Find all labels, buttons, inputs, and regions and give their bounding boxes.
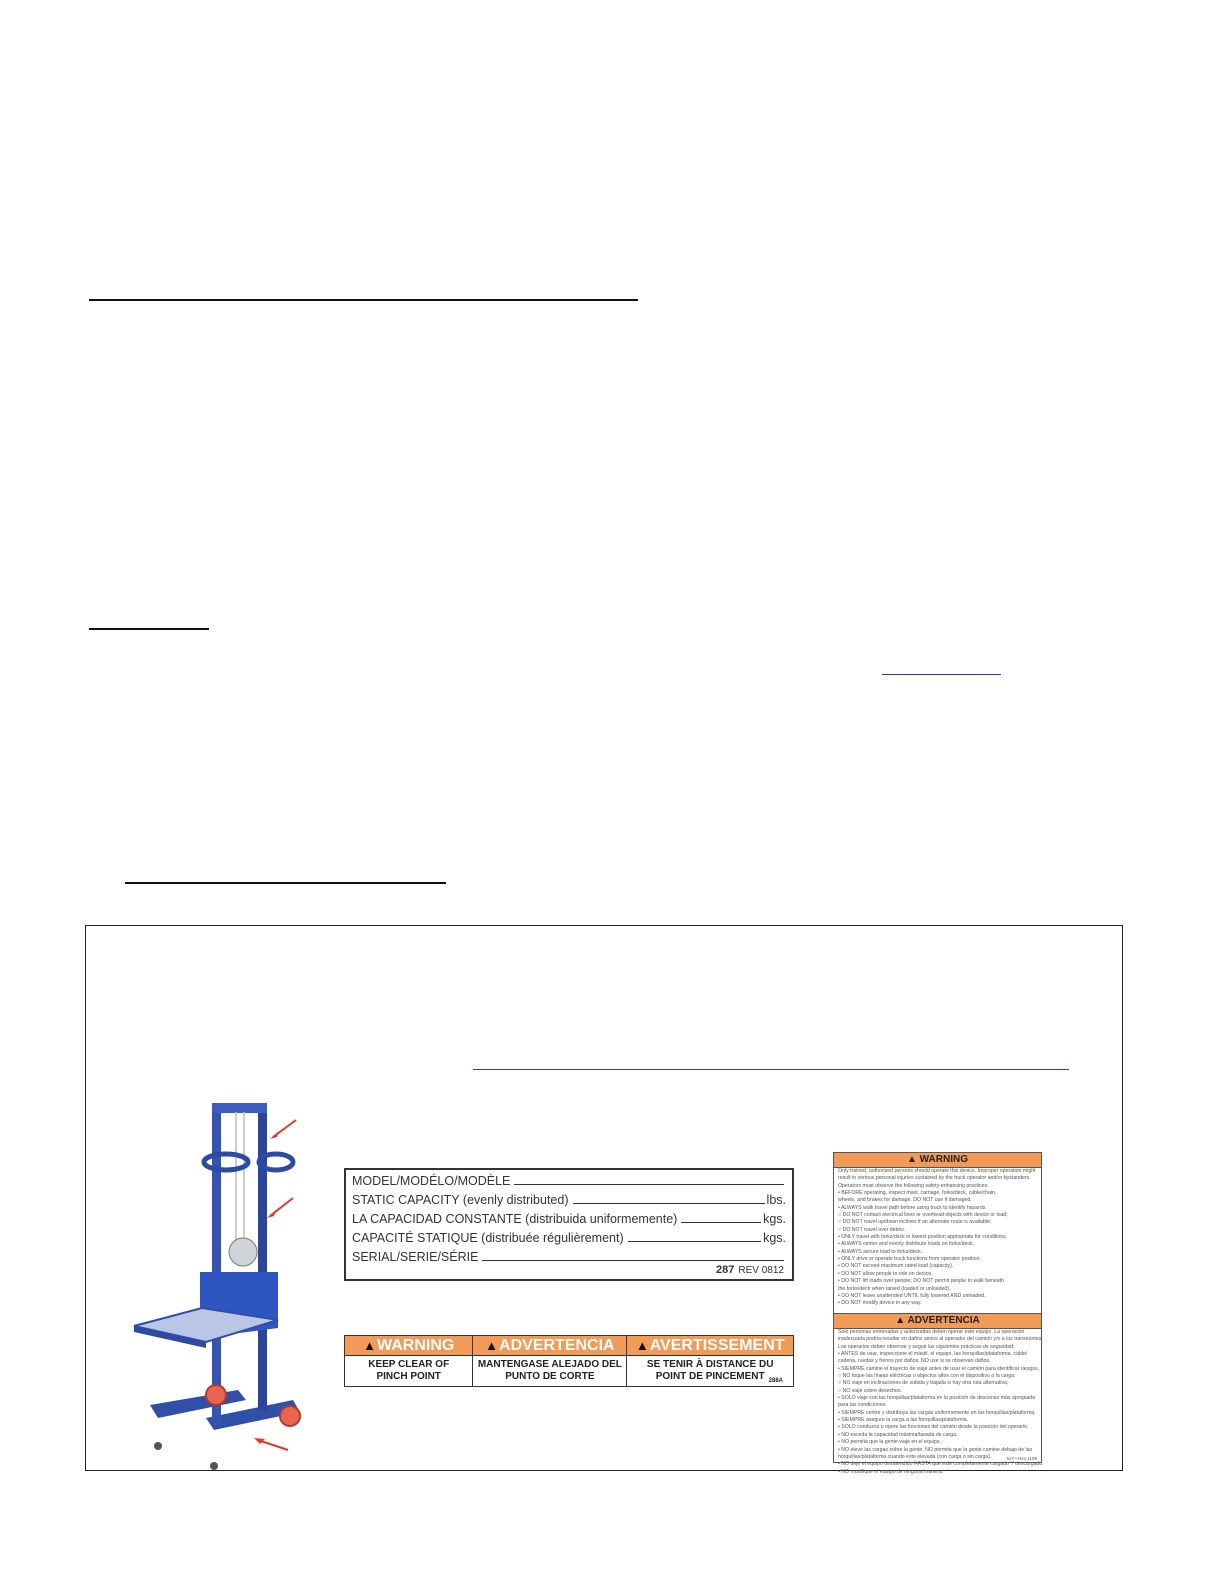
decal-line: • BEFORE operating, inspect mast, carriage, forks/deck, cable/chain, [838,1190,997,1197]
pinch-header: ▲AVERTISSEMENT [627,1336,793,1356]
decal-line: Solo personas entrenadas y autorizadas deben operar este equipo. La operación [838,1329,1025,1335]
decal-line: • NO exceda la capacidad máxima/tasada de carga. [838,1431,958,1438]
decal-text-en [834,1168,1041,1313]
decal-line: • ANTES de usar, inspeccione el mástil, el equipo, las horquillas/plataforma, cable/ [838,1351,1028,1358]
nameplate-row-model [352,1174,786,1188]
hyperlink-underline[interactable] [473,1069,1069,1070]
decal-line: Only trained, authorized persons should operate this device. Improper operation might [838,1168,1036,1174]
operating-warning-decal [833,1152,1044,1475]
decal-line: • DO NOT allow people to ride on device. [838,1270,933,1277]
nameplate-row-capacite [352,1231,786,1245]
warning-triangle-icon: ▲ [363,1338,376,1353]
nameplate-unit: kgs. [763,1231,786,1245]
section-heading-underline [125,882,446,884]
decal-line: • ALWAYS center and evenly distribute loads on forks/deck. [838,1241,975,1248]
pinch-label-code: 288A [768,1378,783,1384]
decal-line: Los operarios deben observar y seguir las siguientes prácticas de seguridad: [838,1343,1015,1350]
decal-line: ○ NO toque las líneas eléctricas u objectos altos con el dispositivo o la carga; [838,1373,1016,1380]
decal-line: ○ NO viaje sobre desechos. [838,1387,902,1394]
decal-line: • NO deje el equipo desatendido HASTA que este completamente cargado Y descargado. [838,1461,1044,1468]
decal-line: • DO NOT modify device in any way. [838,1300,922,1307]
pinch-text: KEEP CLEAR OF [368,1359,450,1370]
warning-triangle-icon: ▲ [906,1154,920,1165]
pinch-header: ▲WARNING [345,1336,472,1356]
hyperlink-underline[interactable] [882,674,1001,675]
decal-line: • SIEMPRE asegure la carga a las horquillas/plataforma. [838,1417,969,1424]
decal-line: • DO NOT lift loads over people; DO NOT permit people to walk beneath [838,1278,1004,1285]
nameplate-unit: lbs. [766,1193,786,1207]
nameplate-label: CAPACITÉ STATIQUE (distribuée régulièrement) [352,1231,624,1245]
decal-line: • ALWAYS walk travel path before using truck to identify hazards. [838,1204,987,1211]
pinch-text: MANTENGASE ALEJADO DEL [477,1359,622,1370]
decal-line: para las condiciones. [838,1402,887,1409]
pinch-text: PINCH POINT [376,1371,441,1382]
decal-line: ○ DO NOT contact electrical lines or overhead objects with device or load; [838,1212,1008,1219]
decal-header-es: ▲ ADVERTENCIA [834,1313,1041,1329]
capacity-nameplate [344,1168,794,1281]
nameplate-label: LA CAPACIDAD CONSTANTE (distribuida uniformemente) [352,1212,678,1226]
decal-line: • ALWAYS secure load to forks/deck. [838,1248,923,1255]
decal-line: Operators must observe the following safety-enhancing practices: [838,1182,989,1189]
decal-code: 527 • Rev 1109 [1006,1456,1037,1461]
nameplate-label: STATIC CAPACITY (evenly distributed) [352,1193,569,1207]
decal-line: • SOLO viaje con las horquillas/plataforma en la posición de descenso más apropiada [838,1395,1036,1402]
decal-line: • NO eleve las cargas sobre la gente; NO permita que la gente camine debajo de las [838,1446,1033,1453]
lift-truck-image [128,1100,308,1470]
warning-triangle-icon: ▲ [635,1338,649,1353]
decal-line: wheels, and brakes for damage. DO NOT use if damaged. [838,1197,972,1204]
pinch-point-label [344,1335,794,1387]
decal-line: • ONLY travel with forks/deck in lowest position appropriate for conditions. [838,1234,1008,1241]
decal-line: • SIEMPRE camine el trayecto de viaje antes de usar el camión para identificar riesgos. [838,1365,1040,1372]
nameplate-unit: kgs. [763,1212,786,1226]
pinch-column-en [345,1336,472,1386]
pinch-text: POINT DE PINCEMENT [655,1371,765,1382]
decal-line: • SOLO conduzca u opere las funciones del camión desde la posición del operario. [838,1424,1029,1431]
section-heading-underline [89,628,209,630]
decal-header-en: ▲ WARNING [834,1153,1041,1168]
warning-triangle-icon: ▲ [895,1315,908,1326]
pinch-column-es [472,1336,626,1386]
nameplate-row-static-capacity [352,1193,786,1207]
nameplate-row-serial [352,1250,786,1264]
decal-line: ○ DO NOT travel up/down inclines if an alternate route is available; [838,1219,992,1226]
decal-line: • ONLY drive or operate truck functions from operator position. [838,1256,981,1263]
decal-line: ○ DO NOT travel over debris. [838,1226,906,1233]
pinch-text: SE TENIR À DISTANCE DU [646,1359,774,1370]
nameplate-label: SERIAL/SERIE/SÉRIE [352,1250,479,1264]
decal-line: • NO modifique el equipo de ninguna manera. [838,1468,944,1475]
section-heading-underline [89,299,638,301]
decal-line: the forks/deck when raised (loaded or unloaded). [838,1285,951,1292]
nameplate-part-number: 287 REV 0812 [716,1264,784,1276]
decal-line: inadecuada podría resultar en daños serios al operador del camión y/o a los transeúntes. [838,1336,1043,1343]
nameplate-row-capacidad [352,1212,786,1226]
decal-line: • NO permita que la gente viaje en el equipo. [838,1439,942,1446]
decal-line: ○ NO viaje en inclinaciones de subida y bajada si hay otra ruta alternativa; [838,1380,1009,1387]
decal-text-es [834,1329,1044,1476]
decal-line: • DO NOT leave unattended UNTIL fully lowered AND unloaded. [838,1292,986,1299]
decal-line: • DO NOT exceed maximum rated load (capacity). [838,1263,954,1270]
pinch-text: PUNTO DE CORTE [505,1371,595,1382]
pinch-header: ▲ADVERTENCIA [473,1336,626,1356]
nameplate-label: MODEL/MODÉLO/MODÈLE [352,1174,511,1188]
decal-line: cadena, ruedas y frenos por daños. NO use si se observan daños. [838,1358,991,1365]
decal-line: horquillas/plataforma cuando este elevada (con carga o sin carga). [838,1453,992,1460]
decal-line: • SIEMPRE centre y distribuya las cargas uniformemente en las horquillas/plataforma. [838,1409,1036,1416]
decal-line: result in serious personal injuries sustained by the truck operator and/or bystanders. [838,1175,1031,1182]
warning-triangle-icon: ▲ [485,1338,499,1353]
